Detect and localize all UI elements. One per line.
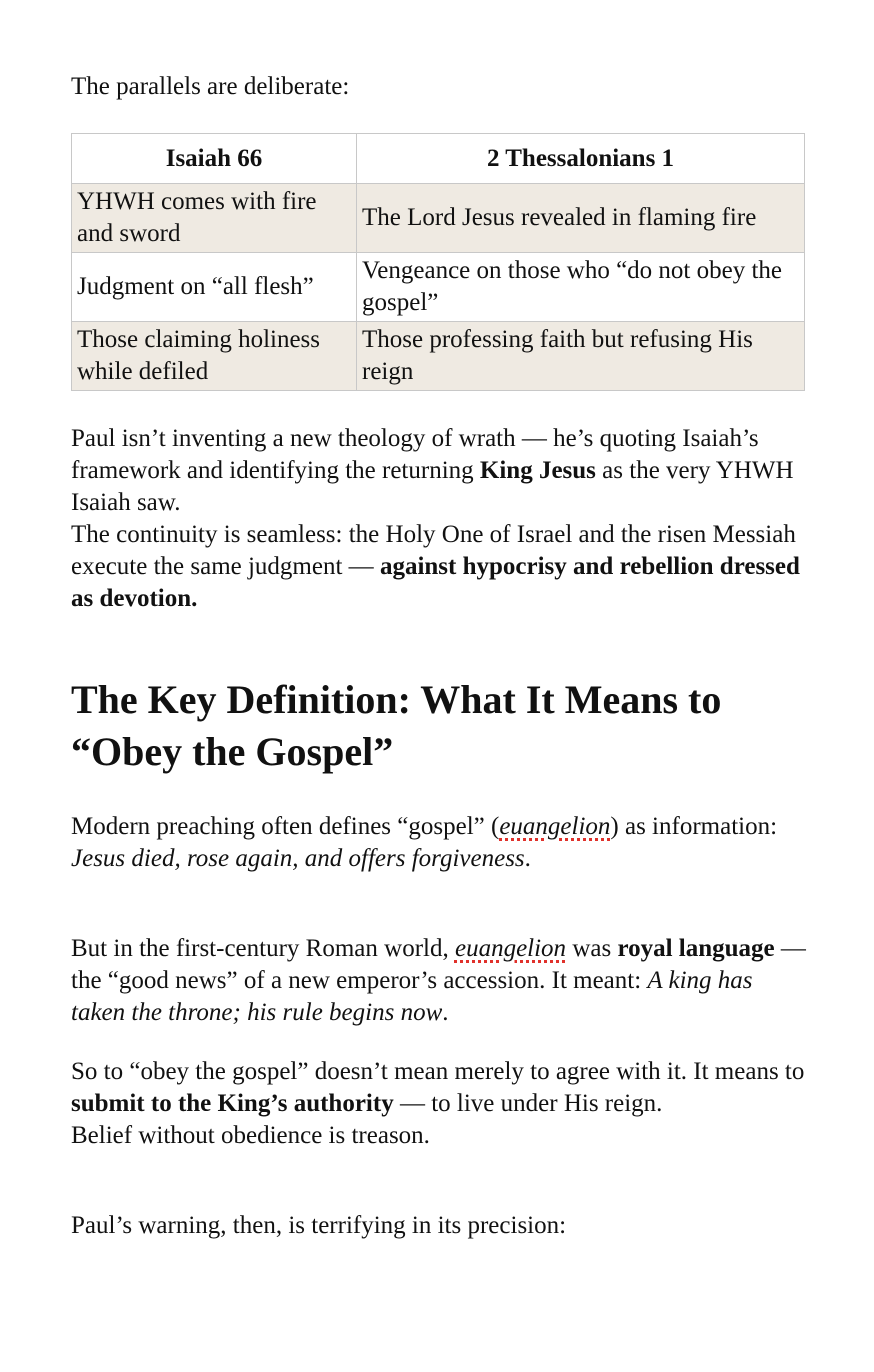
text: But in the first-century Roman world,: [71, 935, 455, 962]
paragraph-roman-world: [71, 933, 807, 1029]
bold-text: submit to the King’s authority: [71, 1090, 394, 1117]
bold-text: against hypocrisy and rebellion dressed as devotion.: [71, 553, 800, 612]
paragraph-obey: [71, 1056, 807, 1152]
italic-text: Jesus died, rose again, and offers forgiveness: [71, 845, 525, 872]
table-cell: The Lord Jesus revealed in flaming fire: [357, 184, 805, 253]
paragraph-continuity: [71, 423, 807, 615]
table-row: [72, 184, 805, 253]
paragraph-modern-preaching: [71, 811, 777, 875]
table-row: [72, 322, 805, 391]
table-cell: Judgment on “all flesh”: [72, 253, 357, 322]
bold-text: royal language: [617, 935, 775, 962]
text: as the very YHWH Isaiah saw.: [71, 457, 794, 516]
text: was: [566, 935, 618, 962]
parallels-table: [71, 133, 805, 391]
section-heading: The Key Definition: What It Means to “Obey the Gospel”: [71, 677, 722, 774]
text: Modern preaching often defines “gospel” (: [71, 813, 500, 840]
table-header: 2 Thessalonians 1: [357, 134, 805, 184]
table-header: Isaiah 66: [72, 134, 357, 184]
italic-text: A king has taken the throne; his rule begins now: [71, 967, 753, 1026]
text: So to “obey the gospel” doesn’t mean merely to agree with it. It means to: [71, 1058, 805, 1085]
misspelled-word[interactable]: euangelion: [454, 935, 567, 962]
bold-text: King Jesus: [479, 457, 596, 484]
text: — the “good news” of a new emperor’s accession. It meant:: [71, 935, 806, 994]
paragraph-warning: Paul’s warning, then, is terrifying in its precision:: [71, 1212, 567, 1239]
text: The continuity is seamless: the Holy One of Israel and the risen Messiah execute the same judgment —: [71, 521, 796, 580]
table-header-row: [72, 134, 805, 184]
text: — to live under His reign.: [393, 1090, 663, 1117]
text: Belief without obedience is treason.: [71, 1122, 430, 1149]
intro-text: The parallels are deliberate:: [71, 73, 350, 100]
text: Paul isn’t inventing a new theology of wrath — he’s quoting Isaiah’s framework and identifying the returning: [71, 425, 759, 484]
table-cell: YHWH comes with fire and sword: [72, 184, 357, 253]
text: ) as information:: [610, 813, 778, 840]
table-cell: Vengeance on those who “do not obey the gospel”: [357, 253, 805, 322]
table-cell: Those claiming holiness while defiled: [72, 322, 357, 391]
table-cell: Those professing faith but refusing His reign: [357, 322, 805, 391]
text: .: [442, 999, 449, 1026]
text: .: [524, 845, 531, 872]
misspelled-word[interactable]: euangelion: [499, 813, 611, 840]
table-row: [72, 253, 805, 322]
